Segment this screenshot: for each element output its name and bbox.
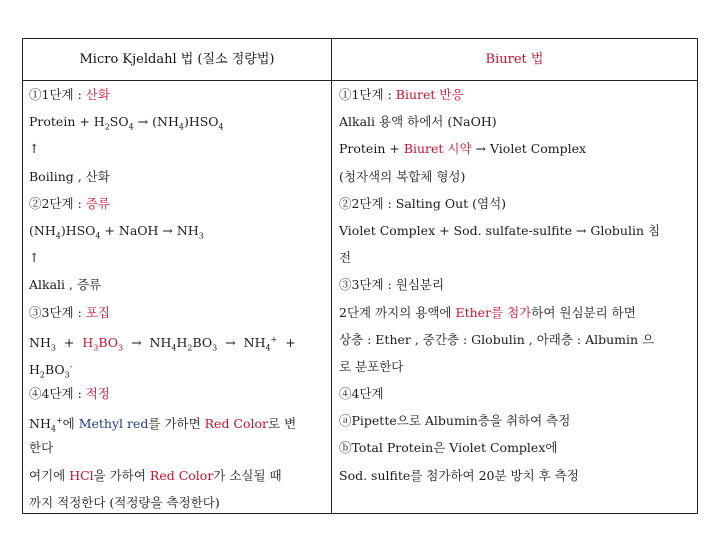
biuret-step2-equation: Violet Complex + Sod. sulfate-sulfite → Globulin 침 (339, 222, 661, 238)
kjeldahl-step4: ④4단계 : 적정 (29, 386, 110, 402)
kjeldahl-step1-equation: Protein + $H_2SO_4 \to (NH_4)HSO_4$ (29, 114, 224, 132)
biuret-step1-note: (청자색의 복합체 형성) (339, 168, 466, 184)
kjeldahl-step4-text: $NH_4^+$에 Methyl red를 가하면 Red Color로 변 (29, 416, 297, 434)
kjeldahl-step3: ③3단계 : 포집 (29, 304, 110, 320)
biuret-column (339, 81, 695, 489)
kjeldahl-step1-note: Boiling , 산화 (29, 168, 110, 184)
biuret-step1-equation: Protein + Biuret 시약 → Violet Complex (339, 141, 587, 157)
biuret-step4: ④4단계 (339, 386, 384, 402)
biuret-step4-a: ⓐPipette으로 Albumin층을 취하여 측정 (339, 413, 571, 429)
header-biuret: Biuret 법 (485, 52, 544, 67)
kjeldahl-step4-text-4: 까지 적정한다 (적정량을 측정한다) (29, 494, 220, 510)
kjeldahl-step3-equation: $NH_3 + H_3BO_3 \to NH_4H_2BO_3 \to NH_4^+$ + (29, 334, 296, 353)
biuret-step3: ③3단계 : 원심분리 (339, 277, 445, 293)
kjeldahl-step3-equation-cont: $H_2BO_3^-$ (29, 361, 73, 380)
header-kjeldahl: Micro Kjeldahl 법 (질소 정량법) (79, 52, 275, 67)
kjeldahl-column (29, 81, 327, 516)
kjeldahl-step2: ②2단계 : 증류 (29, 195, 110, 211)
biuret-step3-layers: 상층 : Ether , 중간층 : Globulin , 아래층 : Albumin 으 (339, 331, 655, 347)
kjeldahl-step4-text-2: 한다 (29, 440, 54, 456)
table-header (23, 39, 697, 81)
biuret-step1-condition: Alkali 용액 하에서 (NaOH) (339, 114, 497, 130)
kjeldahl-step4-text-3: 여기에 HCl을 가하여 Red Color가 소실될 때 (29, 467, 282, 483)
biuret-step4-b: ⓑTotal Protein은 Violet Complex에 (339, 440, 558, 456)
kjeldahl-step1: ①1단계 : 산화 (29, 87, 110, 102)
column-divider (331, 39, 332, 513)
biuret-step4-c: Sod. sulfite를 첨가하여 20분 방치 후 측정 (339, 467, 579, 483)
kjeldahl-step2-note: Alkali , 증류 (29, 277, 102, 293)
biuret-step1: ①1단계 : Biuret 반응 (339, 87, 464, 102)
biuret-step3-layers-cont: 로 분포한다 (339, 358, 404, 374)
kjeldahl-step2-equation: $(NH_4)HSO_4$ + NaOH → $NH_3$ (29, 222, 204, 241)
comparison-table (22, 38, 698, 514)
kjeldahl-arrow-up-2: ↑ (29, 250, 40, 266)
kjeldahl-arrow-up-1: ↑ (29, 141, 40, 157)
biuret-step3-text: 2단계 까지의 용액에 Ether를 첨가하여 원심분리 하면 (339, 304, 636, 320)
biuret-step2: ②2단계 : Salting Out (염석) (339, 195, 507, 211)
biuret-step2-equation-cont: 전 (339, 250, 352, 266)
